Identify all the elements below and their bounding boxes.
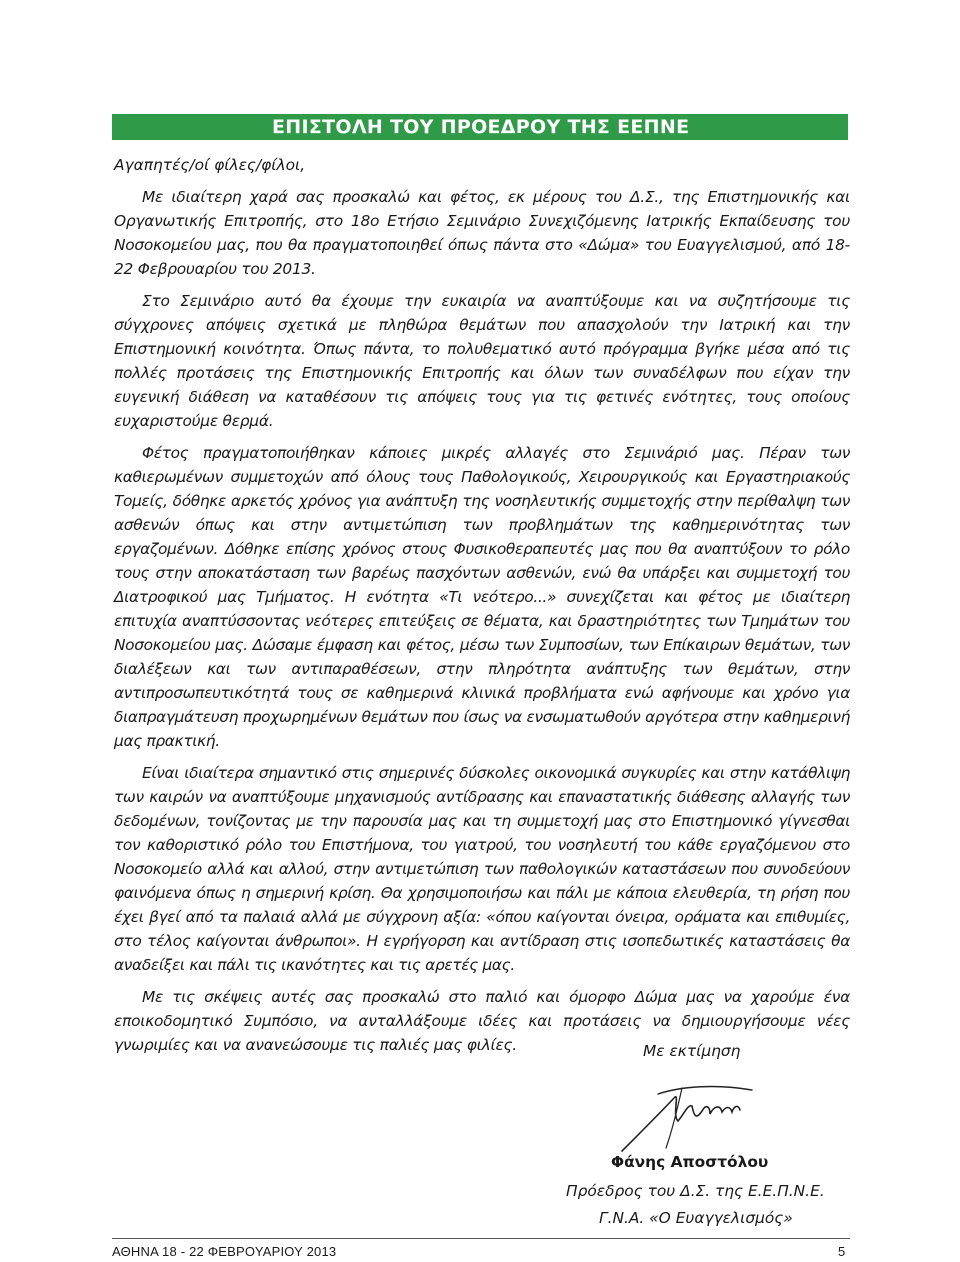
letter-paragraph-4: Είναι ιδιαίτερα σημαντικό στις σημερινές δύσκολες οικονομικά συγκυρίες και στην κατάθλιψη των καιρών να αναπτύξουμε μηχανισμούς αντίδρασης και επαναστατικής διάθεσης αλλαγής των δεδομένων, τονίζοντας με την παρουσία μας και τη συμμετοχή μας στο Επιστημονικό γίγνεσθαι τον καθοριστικό ρόλο του Επιστήμονα, του γιατρού, του νοσηλευτή του κάθε εργαζόμενου στο Νοσοκομείο αλλά και αλλού, στην αντιμετώπιση των παθολογικών καταστάσεων που συνοδεύουν φαινόμενα όπως η σημερινή κρίση. Θα χρησιμοποιήσω και πάλι με κάποια ελευθερία, τη ρήση που έχει βγεί από τα παλαιά αλλά με σύγχρονη αξία: «όπου καίγονται όνειρα, οράματα και επιθυμίες, στο τέλος καίγονται άνθρωποι». Η εγρήγορση και αντίδραση στις ισοπεδωτικές καταστάσεις θα αναδείξει και πάλι τις ικανότητες και τις αρετές μας.: [114, 764, 850, 974]
footer-event-date: ΑΘΗΝΑ 18 - 22 ΦΕΒΡΟΥΑΡΙΟΥ 2013: [112, 1244, 337, 1259]
letter-paragraph-2: Στο Σεμινάριο αυτό θα έχουμε την ευκαιρία να αναπτύξουμε και να συζητήσουμε τις σύγχρονες απόψεις σχετικά με πληθώρα θεμάτων που απασχολούν την Ιατρική και την Επιστημονική κοινότητα. Όπως πάντα, το πολυθεματικό αυτό πρόγραμμα βγήκε μέσα από τις πολλές προτάσεις της Επιστημονικής Επιτροπής και όλων των συναδέλφων που είχαν την ευγενική διάθεση να καταθέσουν τις απόψεις τους για τις φετινές ενότητες, τους οποίους ευχαριστούμε θερμά.: [114, 292, 850, 430]
signer-name: Φάνης Αποστόλου: [611, 1153, 769, 1171]
signer-role: Πρόεδρος του Δ.Σ. της Ε.Ε.Π.Ν.Ε.: [566, 1182, 825, 1200]
letter-greeting: Αγαπητές/οί φίλες/φίλοι,: [114, 156, 306, 174]
title-banner: [112, 114, 848, 140]
letter-paragraph-5: Με τις σκέψεις αυτές σας προσκαλώ στο παλιό και όμορφο Δώμα μας να χαρούμε ένα εποικοδομητικό Συμπόσιο, να ανταλλάξουμε ιδέες και προτάσεις να δημιουργήσουμε νέες γνωριμίες και να ανανεώσουμε τις παλιές μας φιλίες.: [114, 988, 850, 1054]
closing-salutation: Με εκτίμηση: [643, 1042, 741, 1060]
letter-paragraph-3: Φέτος πραγματοποιήθηκαν κάποιες μικρές αλλαγές στο Σεμινάριό μας. Πέραν των καθιερωμένων συμμετοχών από όλους τους Παθολογικούς, Χειρουργικούς και Εργαστηριακούς Τομείς, δόθηκε αρκετός χρόνος για ανάπτυξη της νοσηλευτικής συμμετοχής στην περίθαλψη των ασθενών όπως και στην αντιμετώπιση των προβλημάτων της καθημερινότητας των εργαζομένων. Δόθηκε επίσης χρόνος στους Φυσικοθεραπευτές μας που θα αναπτύξουν το ρόλο τους στην αποκατάσταση των βαρέως πασχόντων ασθενών, ενώ θα υπάρξει και συμμετοχή του Διατροφικού μας Τμήματος. Η ενότητα «Τι νεότερο...» συνεχίζεται και φέτος με ιδιαίτερη επιτυχία αναπτύσσοντας νεότερες επιτεύξεις σε θέματα, και δραστηριότητες των Τμημάτων του Νοσοκομείου μας. Δώσαμε έμφαση και φέτος, μέσω των Συμποσίων, των Επίκαιρων θεμάτων, των διαλέξεων και των αντιπαραθέσεων, στην πληρότητα ανάπτυξης των θεμάτων, στην αντιπροσωπευτικότητά τους σε καθημερινά κλινικά προβλήματα ενώ αφήνουμε και χρόνο για διαπραγμάτευση προχωρημένων θεμάτων που ίσως να ενσωματωθούν αργότερα στην καθημερινή μας πρακτική.: [114, 444, 850, 750]
page-title: ΕΠΙΣΤΟΛΗ ΤΟΥ ΠΡΟΕΔΡΟΥ ΤΗΣ ΕΕΠΝΕ: [272, 116, 690, 138]
footer-divider: [112, 1238, 850, 1239]
signer-organization: Γ.Ν.Α. «Ο Ευαγγελισμός»: [599, 1209, 793, 1227]
handwritten-signature: [612, 1076, 762, 1156]
letter-body: [114, 153, 850, 1065]
letter-paragraph-1: Με ιδιαίτερη χαρά σας προσκαλώ και φέτος, εκ μέρους του Δ.Σ., της Επιστημονικής και Οργανωτικής Επιτροπής, στο 18ο Ετήσιο Σεμινάριο Συνεχιζόμενης Ιατρικής Εκπαίδευσης του Νοσοκομείου μας, που θα πραγματοποιηθεί όπως πάντα στο «Δώμα» του Ευαγγελισμού, από 18-22 Φεβρουαρίου του 2013.: [114, 188, 850, 278]
page-number: 5: [838, 1244, 846, 1259]
